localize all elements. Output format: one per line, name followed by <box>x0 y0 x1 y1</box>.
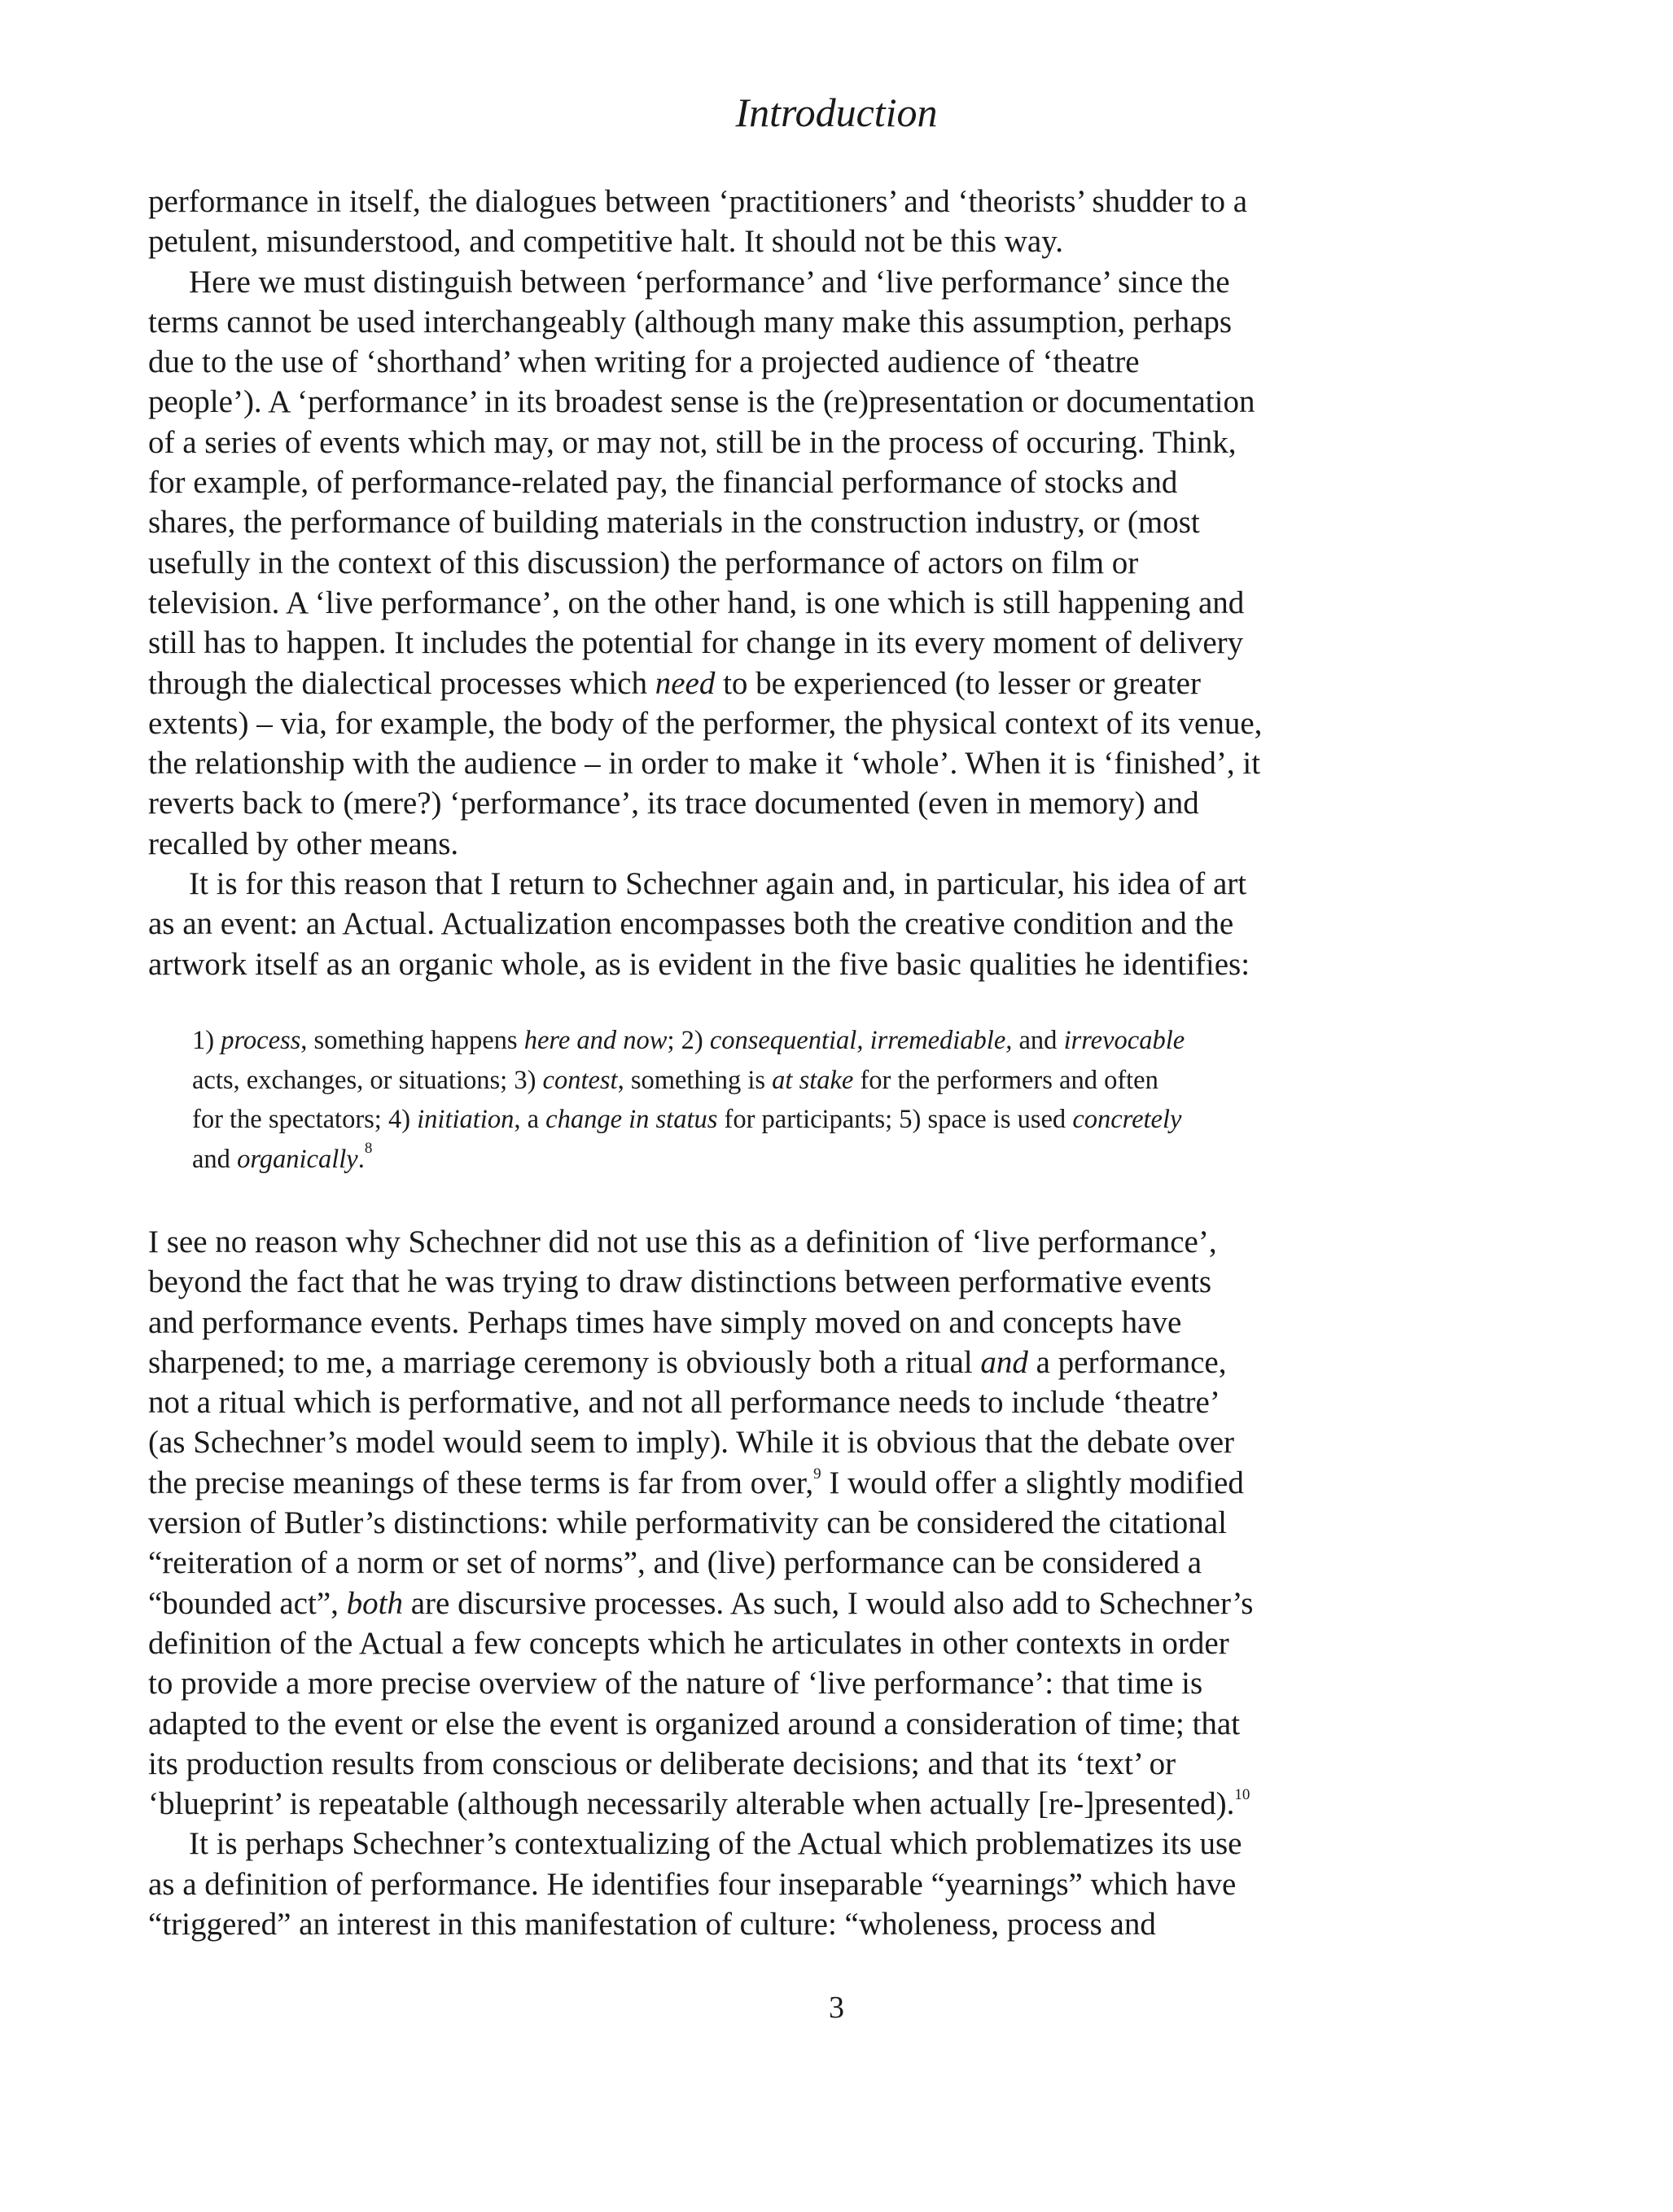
text-line: performance in itself, the dialogues between ‘practitioners’ and ‘theorists’ shudder to a <box>148 184 1248 219</box>
text-line: and performance events. Perhaps times have simply moved on and concepts have <box>148 1304 1182 1340</box>
text-line: the precise meanings of these terms is far from over,$^9$ I would offer a slightly modified <box>148 1465 1244 1500</box>
text-line: reverts back to (mere?) ‘performance’, its trace documented (even in memory) and <box>148 786 1199 821</box>
text-line: Here we must distinguish between ‘performance’ and ‘live performance’ since the <box>189 264 1230 300</box>
footnote-ref: 8 <box>364 1139 373 1157</box>
text-line: the relationship with the audience – in order to make it ‘whole’. When it is ‘finished’, it <box>148 746 1261 782</box>
quote-line: and organically.$^8$ <box>192 1139 373 1174</box>
text-line: to provide a more precise overview of the nature of ‘live performance’: that time is <box>148 1666 1203 1702</box>
text-line: artwork itself as an organic whole, as is evident in the five basic qualities he identifies: <box>148 946 1250 982</box>
text-line: It is for this reason that I return to Schechner again and, in particular, his idea of art <box>189 866 1247 902</box>
text-line: “triggered” an interest in this manifestation of culture: “wholeness, process and <box>148 1907 1156 1943</box>
text-line: its production results from conscious or deliberate decisions; and that its ‘text’ or <box>148 1746 1176 1781</box>
text-line: (as Schechner’s model would seem to imply). While it is obvious that the debate over <box>148 1425 1235 1461</box>
text-line: beyond the fact that he was trying to draw distinctions between performative events <box>148 1264 1212 1300</box>
text-line: people’). A ‘performance’ in its broadest sense is the (re)presentation or documentation <box>148 384 1255 420</box>
text-line: recalled by other means. <box>148 826 459 861</box>
text-line: It is perhaps Schechner’s contextualizing of the Actual which problematizes its use <box>189 1826 1242 1862</box>
text-line: of a series of events which may, or may not, still be in the process of occuring. Think, <box>148 424 1237 460</box>
text-line: extents) – via, for example, the body of the performer, the physical context of its venue, <box>148 705 1263 741</box>
text-line: adapted to the event or else the event is organized around a consideration of time; that <box>148 1706 1241 1741</box>
text-line: petulent, misunderstood, and competitive halt. It should not be this way. <box>148 224 1063 260</box>
text-line: through the dialectical processes which need to be experienced (to lesser or greater <box>148 665 1201 701</box>
text-line: for example, of performance-related pay, the financial performance of stocks and <box>148 465 1178 501</box>
text-line: definition of the Actual a few concepts which he articulates in other contexts in order <box>148 1625 1229 1661</box>
text-line: television. A ‘live performance’, on the other hand, is one which is still happening and <box>148 585 1245 620</box>
text-line: I see no reason why Schechner did not use this as a definition of ‘live performance’, <box>148 1224 1217 1259</box>
text-line: due to the use of ‘shorthand’ when writing for a projected audience of ‘theatre <box>148 344 1140 380</box>
text-line: usefully in the context of this discussion) the performance of actors on film or <box>148 545 1139 580</box>
text-line: still has to happen. It includes the potential for change in its every moment of delivery <box>148 625 1244 661</box>
text-line: “reiteration of a norm or set of norms”, and (live) performance can be considered a <box>148 1545 1202 1581</box>
text-line: as an event: an Actual. Actualization encompasses both the creative condition and the <box>148 906 1234 942</box>
text-line: ‘blueprint’ is repeatable (although necessarily alterable when actually [re-]presented).$^{10}$ <box>148 1786 1250 1822</box>
text-line: “bounded act”, both are discursive processes. As such, I would also add to Schechner’s <box>148 1585 1254 1621</box>
quote-line: for the spectators; 4) initiation, a change in status for participants; 5) space is used concretely <box>192 1105 1182 1134</box>
body-text-bottom <box>148 1222 1451 1944</box>
text-line: shares, the performance of building materials in the construction industry, or (most <box>148 505 1200 541</box>
quote-line: acts, exchanges, or situations; 3) contest, something is at stake for the performers and often <box>192 1065 1158 1095</box>
block-quote <box>192 1021 1462 1179</box>
footnote-ref: 10 <box>1234 1786 1250 1804</box>
running-head: Introduction <box>735 90 938 135</box>
text-line: as a definition of performance. He identifies four inseparable “yearnings” which have <box>148 1866 1237 1902</box>
text-line: version of Butler’s distinctions: while performativity can be considered the citational <box>148 1505 1227 1541</box>
text-line: sharpened; to me, a marriage ceremony is obviously both a ritual and a performance, <box>148 1344 1227 1380</box>
quote-line: 1) process, something happens here and now; 2) consequential, irremediable, and irrevocable <box>192 1026 1185 1055</box>
body-text-top <box>148 182 1451 984</box>
text-line: not a ritual which is performative, and not all performance needs to include ‘theatre’ <box>148 1385 1220 1421</box>
text-line: terms cannot be used interchangeably (although many make this assumption, perhaps <box>148 304 1233 339</box>
footnote-ref: 9 <box>813 1465 821 1483</box>
page-number: 3 <box>829 1991 844 2025</box>
